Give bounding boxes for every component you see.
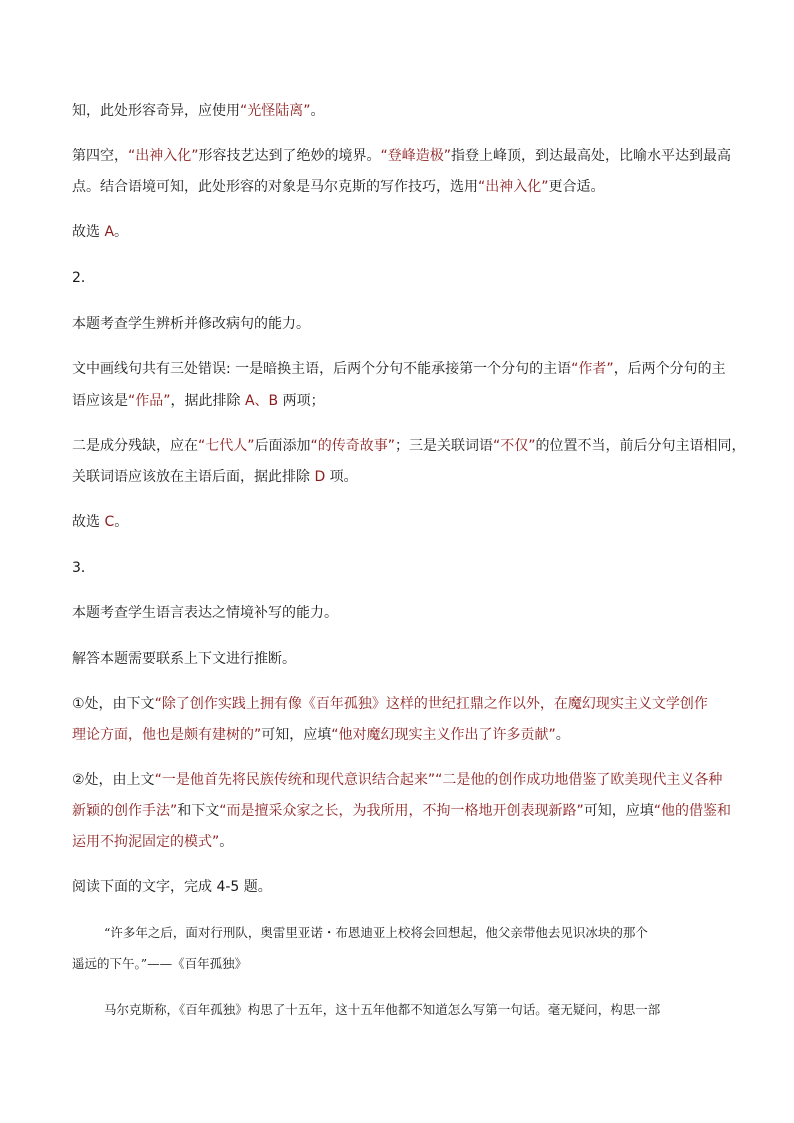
- paragraph-fourth-blank-line-1: [72, 141, 732, 172]
- text: ，据此排除: [170, 393, 245, 409]
- text: 可知，应填: [261, 727, 332, 743]
- text: 两项；: [278, 393, 325, 409]
- quoted-term: “不仅”: [493, 438, 536, 454]
- quoted-answer: “他对魔幻现实主义作出了许多贡献”: [331, 727, 556, 743]
- quoted-term: “作品”: [128, 393, 171, 409]
- text: 。: [219, 834, 234, 850]
- text: 。: [114, 514, 129, 530]
- quoted-passage: 新颖的创作手法”: [72, 803, 178, 819]
- question-number-3: 3．: [72, 560, 95, 576]
- passage-quote-line-2: 遥远的下午。”——《百年孤独》: [72, 956, 248, 971]
- paragraph-answer-1-end: [72, 96, 724, 127]
- paragraph-q3-blank-2-line-3: [72, 827, 724, 858]
- quoted-term: “登峰造极”: [380, 148, 452, 164]
- quoted-term: “光怪陆离”: [240, 103, 311, 119]
- paragraph-q3-intro: 本题考查学生语言表达之情境补写的能力。: [72, 605, 338, 621]
- text: ①处，由下文: [72, 696, 155, 712]
- paragraph-q3-blank-1-line-2: [72, 720, 724, 751]
- quoted-term: “出神入化”: [478, 179, 549, 195]
- text: 。: [310, 103, 325, 119]
- passage-quote-line-1: “许多年之后，面对行刑队，奥雷里亚诺・布恩迪亚上校将会回想起，他父亲带他去见识冰块的那个: [104, 925, 648, 940]
- quoted-term: “七代人”: [198, 438, 255, 454]
- question-number-2: 2．: [72, 270, 95, 286]
- text: 。: [555, 727, 570, 743]
- paragraph-q3-method: 解答本题需要联系上下文进行推断。: [72, 651, 296, 667]
- text: 。: [114, 224, 129, 240]
- text: 故选: [72, 224, 105, 240]
- quoted-term: “作者”: [571, 361, 614, 377]
- quoted-passage: “除了创作实践上拥有像《百年孤独》这样的世纪扛鼎之作以外，在魔幻现实主义文学创作: [154, 696, 708, 712]
- paragraph-q3-blank-1-line-1: [72, 689, 724, 720]
- text: 知，此处形容奇异，应使用: [72, 103, 240, 119]
- text: 第四空，: [72, 148, 128, 164]
- paragraph-q2-intro: 本题考查学生辨析并修改病句的能力。: [72, 316, 310, 332]
- quoted-answer: 运用不拘泥固定的模式”: [72, 834, 220, 850]
- text: 可知，应填: [583, 803, 654, 819]
- quoted-term: “出神入化”: [128, 148, 199, 164]
- text: 的位置不当，前后分句主语相同，: [535, 438, 746, 454]
- paragraph-fourth-blank-line-2: [72, 172, 724, 203]
- answer-choice-2: [72, 507, 724, 538]
- quoted-passage: “而是擅采众家之长，为我所用，不拘一格地开创表现新路”: [219, 803, 584, 819]
- quoted-passage: “一是他首先将民族传统和现代意识结合起来”“二是他的创作成功地借鉴了欧美现代主义各种: [154, 772, 723, 788]
- text: 关联词语应该放在主语后面，据此排除: [72, 469, 315, 485]
- quoted-passage: 理论方面，他也是颇有建树的”: [72, 727, 262, 743]
- text: 文中画线句共有三处错误: 一是暗换主语，后两个分句不能承接第一个分句的主语: [72, 361, 572, 377]
- text: 更合适。: [548, 179, 605, 195]
- text: 二是成分残缺，应在: [72, 438, 198, 454]
- text: 形容技艺达到了绝妙的境界。: [198, 148, 381, 164]
- answer-choice-1: [72, 217, 724, 248]
- passage-paragraph-line-1: 马尔克斯称，《百年孤独》构思了十五年，这十五年他都不知道怎么写第一句话。毫无疑问，构思一部: [104, 1002, 661, 1017]
- text: ②处，由上文: [72, 772, 155, 788]
- text: 指登上峰顶，到达最高处，比喻水平达到最高: [451, 148, 732, 164]
- text: 点。结合语境可知，此处形容的对象是马尔克斯的写作技巧，选用: [72, 179, 478, 195]
- answer-letter: A: [104, 224, 115, 240]
- text: ；三是关联词语: [395, 438, 494, 454]
- quoted-term: “的传奇故事”: [310, 438, 396, 454]
- reading-instruction: 阅读下面的文字，完成 4-5 题。: [72, 879, 272, 895]
- option-letter: D: [314, 469, 326, 485]
- text: 和下文: [177, 803, 220, 819]
- option-letters: A、B: [244, 393, 279, 409]
- text: 语应该是: [72, 393, 128, 409]
- paragraph-q2-analysis-line-1: [72, 354, 724, 385]
- paragraph-q2-analysis-line-3: [72, 431, 746, 462]
- paragraph-q2-analysis-line-2: [72, 386, 724, 417]
- text: 故选: [72, 514, 105, 530]
- quoted-answer: “他的借鉴和: [653, 803, 732, 819]
- paragraph-q3-blank-2-line-1: [72, 765, 724, 796]
- answer-letter: C: [104, 514, 115, 530]
- paragraph-q2-analysis-line-4: [72, 462, 724, 493]
- text: ，后两个分句的主: [613, 361, 726, 377]
- text: 项。: [325, 469, 358, 485]
- paragraph-q3-blank-2-line-2: [72, 796, 732, 827]
- text: 后面添加: [254, 438, 311, 454]
